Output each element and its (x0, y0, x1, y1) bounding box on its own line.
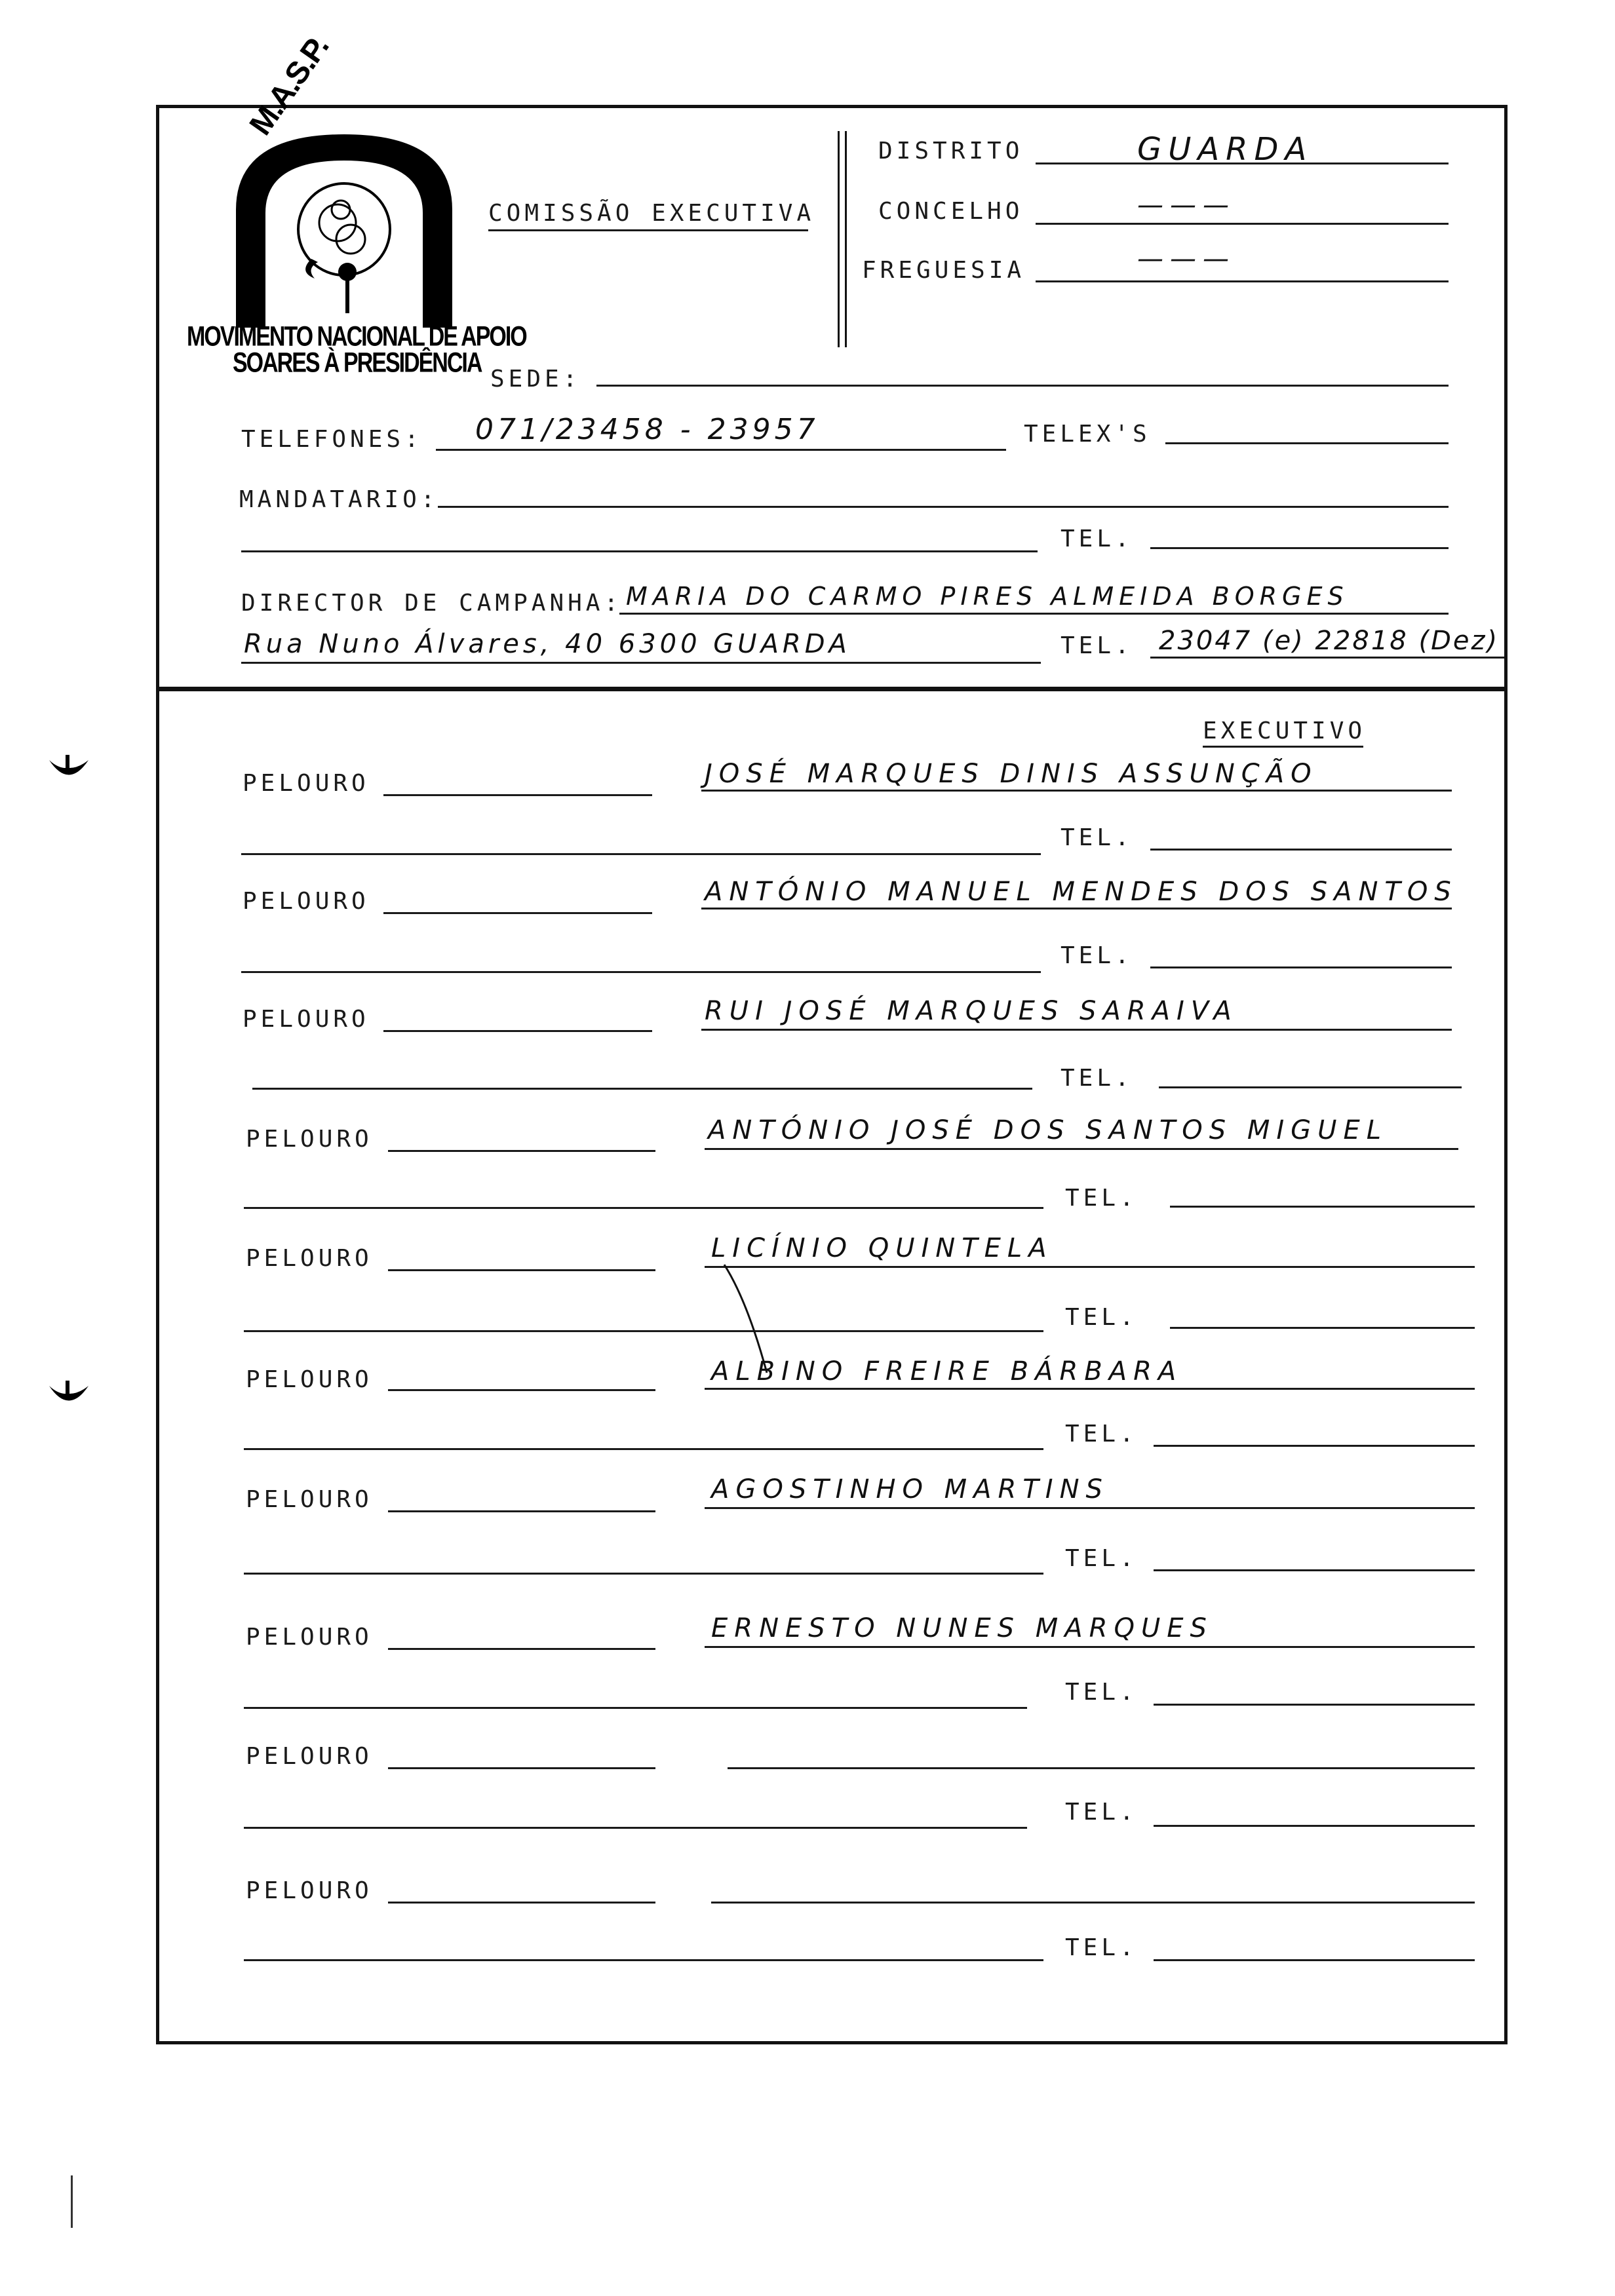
director-tel-label: TEL. (1060, 632, 1133, 659)
member-name[interactable]: JOSÉ MARQUES DINIS ASSUNÇÃO (705, 759, 1318, 789)
name-line (705, 1148, 1458, 1150)
masp-logo-icon (233, 131, 456, 334)
tel-label: TEL. (1065, 1545, 1138, 1572)
address-line (241, 971, 1041, 973)
address-line (252, 1088, 1032, 1090)
title-underline (488, 229, 808, 231)
mandatario-tel-label: TEL. (1060, 526, 1133, 552)
telefones-label: TELEFONES: (241, 426, 423, 453)
tel-line (1154, 1445, 1475, 1447)
tel-label: TEL. (1065, 1304, 1138, 1331)
telex-line (1165, 442, 1449, 444)
member-name[interactable]: ANTÓNIO MANUEL MENDES DOS SANTOS (705, 877, 1458, 907)
director-address[interactable]: Rua Nuno Álvares, 40 6300 GUARDA (244, 629, 851, 659)
punch-hole-icon (46, 754, 92, 780)
distrito-value[interactable]: GUARDA (1137, 131, 1313, 168)
tel-line (1159, 1086, 1462, 1088)
logo-line1: MOVIMENTO NACIONAL DE APOIO (187, 321, 526, 353)
tel-line (1170, 1327, 1475, 1329)
pelouro-line (388, 1767, 655, 1769)
tel-label: TEL. (1065, 1679, 1138, 1706)
mandatario-label: MANDATARIO: (239, 486, 439, 513)
logo-line2: SOARES À PRESIDÊNCIA (233, 347, 482, 379)
concelho-label: CONCELHO (878, 198, 1024, 225)
name-line (701, 908, 1452, 909)
pelouro-label: PELOURO (243, 888, 370, 915)
director-label: DIRECTOR DE CAMPANHA: (241, 590, 623, 617)
name-line (705, 1507, 1475, 1509)
director-line (619, 613, 1449, 615)
pelouro-line (388, 1902, 655, 1904)
freguesia-line (1036, 280, 1449, 282)
pelouro-label: PELOURO (246, 1743, 373, 1770)
tel-line (1154, 1825, 1475, 1827)
pelouro-line (388, 1510, 655, 1512)
name-line (728, 1767, 1475, 1769)
pelouro-label: PELOURO (246, 1877, 373, 1904)
header-divider (838, 131, 847, 347)
distrito-label: DISTRITO (878, 138, 1024, 164)
concelho-value[interactable]: ——— (1137, 190, 1236, 220)
member-name[interactable]: ANTÓNIO JOSÉ DOS SANTOS MIGUEL (708, 1115, 1388, 1145)
telefones-line (436, 449, 1006, 451)
member-name[interactable]: AGOSTINHO MARTINS (711, 1474, 1109, 1504)
tel-line (1154, 1959, 1475, 1961)
tel-line (1150, 966, 1452, 968)
mandatario-tel-line (1150, 547, 1449, 549)
address-line (241, 853, 1041, 855)
member-name[interactable]: ERNESTO NUNES MARQUES (711, 1613, 1213, 1643)
name-line (705, 1388, 1475, 1390)
address-line (244, 1448, 1043, 1450)
tel-label: TEL. (1060, 824, 1133, 851)
executivo-underline (1203, 746, 1363, 748)
tel-line (1154, 1569, 1475, 1571)
telex-label: TELEX'S (1024, 421, 1151, 448)
tel-label: TEL. (1060, 942, 1133, 969)
member-name[interactable]: ALBINO FREIRE BÁRBARA (711, 1356, 1183, 1387)
member-name[interactable]: RUI JOSÉ MARQUES SARAIVA (705, 996, 1238, 1026)
mandatario-line-2 (241, 550, 1038, 552)
address-line (244, 1959, 1043, 1961)
name-line (705, 1646, 1475, 1648)
address-line (244, 1573, 1043, 1575)
address-line (244, 1707, 1027, 1709)
tel-label: TEL. (1065, 1934, 1138, 1961)
sede-label: SEDE: (490, 366, 581, 392)
mandatario-line (438, 506, 1449, 508)
logo-acronym: M.A.S.P. (243, 30, 336, 142)
tel-label: TEL. (1065, 1185, 1138, 1212)
member-name[interactable]: LICÍNIO QUINTELA (711, 1233, 1053, 1263)
director-tel-line (1150, 657, 1504, 659)
address-line (244, 1207, 1043, 1209)
name-line (701, 1029, 1452, 1031)
sede-line (596, 385, 1449, 387)
pelouro-label: PELOURO (243, 770, 370, 797)
tel-label: TEL. (1060, 1065, 1133, 1092)
telefones-value[interactable]: 071/23458 - 23957 (475, 413, 819, 446)
executivo-heading: EXECUTIVO (1203, 718, 1367, 744)
tel-label: TEL. (1065, 1421, 1138, 1447)
tel-label: TEL. (1065, 1799, 1138, 1826)
name-line (711, 1902, 1475, 1904)
scan-mark (71, 2175, 73, 2228)
tel-line (1170, 1206, 1475, 1208)
name-line (701, 790, 1452, 792)
pelouro-line (383, 912, 652, 914)
pelouro-line (388, 1648, 655, 1650)
director-tel-value[interactable]: 23047 (e) 22818 (Dez) (1159, 626, 1500, 656)
pelouro-label: PELOURO (246, 1126, 373, 1153)
pelouro-label: PELOURO (246, 1624, 373, 1651)
address-line (244, 1827, 1027, 1829)
pelouro-line (388, 1389, 655, 1391)
freguesia-label: FREGUESIA (862, 257, 1026, 284)
punch-hole-icon (46, 1379, 92, 1406)
freguesia-value[interactable]: ——— (1137, 244, 1236, 274)
pelouro-label: PELOURO (243, 1006, 370, 1033)
pelouro-line (383, 1030, 652, 1032)
pelouro-label: PELOURO (246, 1366, 373, 1393)
pelouro-label: PELOURO (246, 1245, 373, 1272)
pelouro-line (388, 1269, 655, 1271)
tel-line (1150, 849, 1452, 851)
pelouro-label: PELOURO (246, 1486, 373, 1513)
director-address-line (241, 662, 1041, 664)
name-line (705, 1266, 1475, 1268)
form-title: COMISSÃO EXECUTIVA (488, 200, 815, 227)
pelouro-line (383, 794, 652, 796)
tel-line (1154, 1704, 1475, 1706)
address-line (244, 1330, 1043, 1332)
director-name[interactable]: MARIA DO CARMO PIRES ALMEIDA BORGES (626, 582, 1349, 611)
concelho-line (1036, 223, 1449, 225)
pelouro-line (388, 1150, 655, 1152)
